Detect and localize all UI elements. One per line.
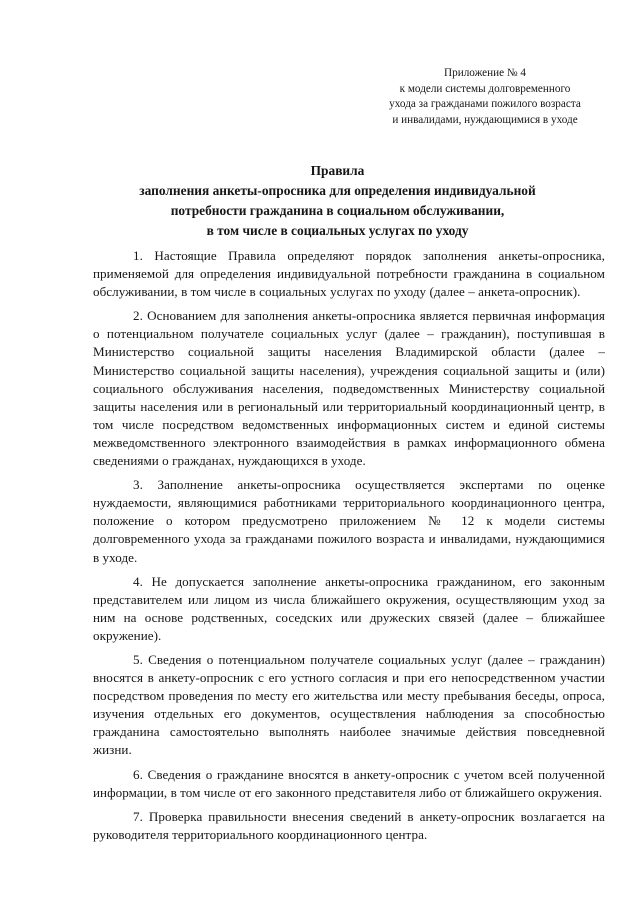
title-heading: Правила xyxy=(310,163,365,178)
title-line: потребности гражданина в социальном обслуживании, xyxy=(170,203,505,218)
paragraph-1: 1. Настоящие Правила определяют порядок заполнения анкеты-опросника, применяемой для определения индивидуальной потребности гражданина в социальном обслуживании, в том числе в социальных услугах по уходу (далее – анкета-опросник). xyxy=(93,248,605,300)
appendix-number: Приложение № 4 xyxy=(444,67,526,79)
title-line: в том числе в социальных услугах по уходу xyxy=(206,223,469,238)
paragraph-6: 6. Сведения о гражданине вносятся в анкету-опросник с учетом всей полученной информации, в том числе от его законного представителя либо от ближайшего окружения. xyxy=(93,766,605,800)
paragraph-7: 7. Проверка правильности внесения сведений в анкету-опросник возлагается на руководителя территориального координационного центра. xyxy=(93,808,605,842)
paragraph-3: 3. Заполнение анкеты-опросника осуществляется экспертами по оценке нуждаемости, являющимися работниками территориального координационного центра, положение о котором предусмотрено приложением № 12 к модели системы долговременного ухода за гражданами пожилого возраста и инвалидами, нуждающимися в уходе. xyxy=(93,477,605,565)
appendix-line: ухода за гражданами пожилого возраста xyxy=(389,98,581,110)
appendix-line: к модели системы долговременного xyxy=(399,82,571,95)
title-line: заполнения анкеты-опросника для определения индивидуальной xyxy=(139,183,536,198)
paragraph-5: 5. Сведения о потенциальном получателе социальных услуг (далее – гражданин) вносятся в анкету-опросник с его устного согласия и при его непосредственном участии посредством проведения по месту его жительства или месту пребывания беседы, опроса, изучения отдельных его документов, осуществления наблюдения за способностью гражданина самостоятельно выполнять наиболее значимые действия повседневной жизни. xyxy=(93,651,605,758)
paragraph-2: 2. Основанием для заполнения анкеты-опросника является первичная информация о потенциальном получателе социальных услуг (далее – гражданин), поступившая в Министерство социальной защиты населения Владимирской области (далее – Министерство социальной защиты населения), учреждения социальной защиты и (или) социального обслуживания населения, подведомственных Министерству социальной защиты населения или в региональный или территориальный координационный центр, в том числе посредством ведомственных информационных систем и единой системы межведомственного электронного взаимодействия в рамках информационного обмена сведениями о гражданах, нуждающихся в уходе. xyxy=(93,308,605,469)
document-title xyxy=(95,161,580,241)
paragraph-4: 4. Не допускается заполнение анкеты-опросника гражданином, его законным представителем или лицом из числа ближайшего окружения, осуществляющим уход за ним на основе родственных, соседских или дружеских связей (далее – ближайшее окружение). xyxy=(93,573,605,643)
document-body xyxy=(93,247,605,850)
appendix-line: и инвалидами, нуждающимися в уходе xyxy=(392,113,578,126)
appendix-header xyxy=(370,66,600,128)
